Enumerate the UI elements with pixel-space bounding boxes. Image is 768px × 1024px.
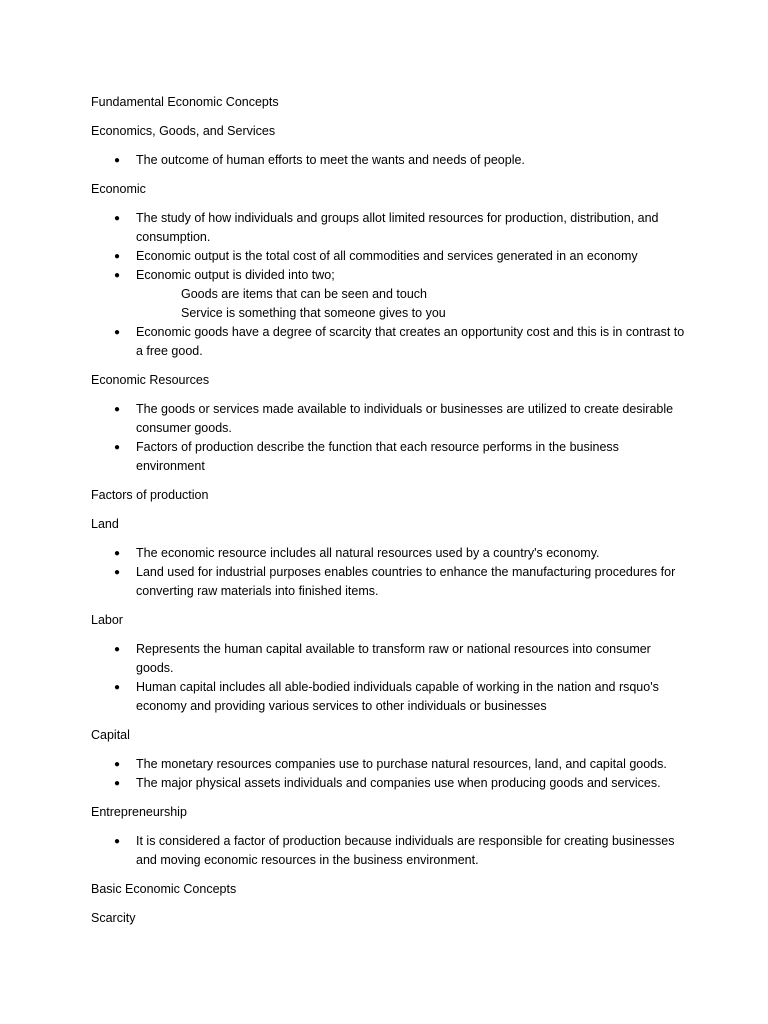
list-item: ● It is considered a factor of production because individuals are responsible for creating businesses and moving economic resources in the business environment. [114,834,675,867]
list-item: ● The major physical assets individuals and companies use when producing goods and services. [91,774,691,793]
bullet-list [91,209,691,361]
bullet-icon: ● [114,548,121,559]
bullet-icon: ● [114,644,121,655]
bullet-icon: ● [114,155,121,166]
section-heading: Scarcity [91,911,136,925]
bullet-icon: ● [114,270,121,281]
list-item: ● Economic goods have a degree of scarcity that creates an opportunity cost and this is in contrast to a free good. [114,325,685,358]
list-item: ● The outcome of human efforts to meet the wants and needs of people. [91,151,691,170]
list-item: ● The monetary resources companies use to purchase natural resources, land, and capital goods. [91,755,691,774]
bullet-icon: ● [114,327,121,338]
list-item: ● The study of how individuals and groups allot limited resources for production, distribution, and consumption. [114,211,659,244]
list-item: ● Economic output is the total cost of all commodities and services generated in an economy [91,247,691,266]
bullet-list [91,755,691,793]
bullet-list [91,832,691,870]
sub-item-goods: Goods are items that can be seen and touch [181,287,427,301]
bullet-icon: ● [114,213,121,224]
bullet-list [91,544,691,601]
list-item: ● The goods or services made available to individuals or businesses are utilized to create desirable consumer goods. [114,402,674,435]
bullet-icon: ● [114,251,121,262]
list-item: ● The economic resource includes all natural resources used by a country's economy. [91,544,691,563]
section-heading: Land [91,517,119,531]
section-heading: Economic [91,182,146,196]
list-item: ● Economic output is divided into two; Goods are items that can be seen and touch Service is something that someone gives to you [91,266,691,323]
bullet-list [91,151,691,170]
bullet-icon: ● [114,778,121,789]
section-heading: Factors of production [91,488,209,502]
bullet-icon: ● [114,682,121,693]
sub-item-service: Service is something that someone gives to you [181,306,446,320]
section-heading: Labor [91,613,123,627]
bullet-list [91,400,691,476]
section-heading: Economics, Goods, and Services [91,124,276,138]
list-item: ● Human capital includes all able-bodied individuals capable of working in the nation and rsquo's economy and providing various services to other individuals or businesses [114,680,659,713]
bullet-icon: ● [114,404,121,415]
list-item: ● Land used for industrial purposes enables countries to enhance the manufacturing procedures for converting raw materials into finished items. [114,565,676,598]
bullet-list [91,640,691,716]
list-item: ● Represents the human capital available to transform raw or national resources into consumer goods. [114,642,651,675]
section-heading: Capital [91,728,130,742]
document-content [91,93,691,938]
document-title: Fundamental Economic Concepts [91,95,279,109]
section-heading: Economic Resources [91,373,210,387]
bullet-icon: ● [114,836,121,847]
section-heading: Basic Economic Concepts [91,882,237,896]
bullet-icon: ● [114,442,121,453]
list-item: ● Factors of production describe the function that each resource performs in the business environment [114,440,619,473]
bullet-icon: ● [114,567,121,578]
bullet-icon: ● [114,759,121,770]
section-heading: Entrepreneurship [91,805,187,819]
